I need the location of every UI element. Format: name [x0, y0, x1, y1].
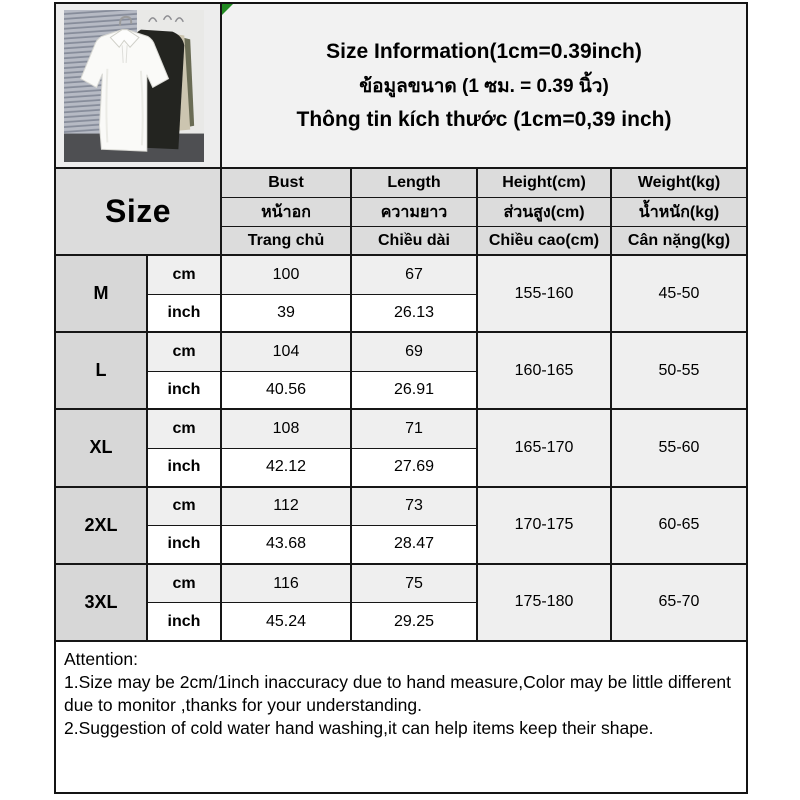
header-height-th: ส่วนสูง(cm) [478, 198, 612, 227]
size-chart-sheet [54, 2, 748, 794]
attention-heading: Attention: [64, 648, 138, 669]
unit-inch-l: inch [148, 372, 222, 411]
bust-cm-2xl: 112 [222, 488, 352, 527]
header-weight-th: น้ำหนัก(kg) [612, 198, 746, 227]
size-label-l: L [56, 333, 148, 410]
length-cm-l: 69 [352, 333, 478, 372]
unit-inch-m: inch [148, 295, 222, 334]
header-bust-vi: Trang chủ [222, 227, 352, 256]
height-range-xl: 165-170 [478, 410, 612, 487]
attention-note-2: 2.Suggestion of cold water hand washing,it can help items keep their shape. [64, 717, 654, 738]
unit-inch-xl: inch [148, 449, 222, 488]
unit-inch-3xl: inch [148, 603, 222, 642]
length-cm-2xl: 73 [352, 488, 478, 527]
bust-inch-2xl: 43.68 [222, 526, 352, 565]
bust-inch-l: 40.56 [222, 372, 352, 411]
header-height-vi: Chiều cao(cm) [478, 227, 612, 256]
height-range-l: 160-165 [478, 333, 612, 410]
product-photo [64, 10, 204, 162]
weight-range-xl: 55-60 [612, 410, 746, 487]
header-length-vi: Chiều dài [352, 227, 478, 256]
unit-cm-3xl: cm [148, 565, 222, 604]
length-inch-l: 26.91 [352, 372, 478, 411]
header-bust-en: Bust [222, 169, 352, 198]
size-label-xl: XL [56, 410, 148, 487]
attention-note-1: 1.Size may be 2cm/1inch inaccuracy due to hand measure,Color may be little different due to monitor ,thanks for your understanding. [64, 671, 731, 715]
bust-cm-l: 104 [222, 333, 352, 372]
size-label-2xl: 2XL [56, 488, 148, 565]
bust-cm-3xl: 116 [222, 565, 352, 604]
unit-cm-xl: cm [148, 410, 222, 449]
header-height-en: Height(cm) [478, 169, 612, 198]
header-weight-en: Weight(kg) [612, 169, 746, 198]
size-column-title: Size [56, 169, 222, 256]
size-label-m: M [56, 256, 148, 333]
unit-cm-m: cm [148, 256, 222, 295]
bust-cm-xl: 108 [222, 410, 352, 449]
title-thai: ข้อมูลขนาด (1 ซม. = 0.39 นิ้ว) [359, 75, 609, 97]
product-photo-cell [56, 4, 222, 169]
length-cm-3xl: 75 [352, 565, 478, 604]
length-cm-xl: 71 [352, 410, 478, 449]
length-inch-3xl: 29.25 [352, 603, 478, 642]
size-label-3xl: 3XL [56, 565, 148, 642]
header-length-th: ความยาว [352, 198, 478, 227]
weight-range-m: 45-50 [612, 256, 746, 333]
title-cell [222, 4, 746, 169]
length-inch-2xl: 28.47 [352, 526, 478, 565]
weight-range-3xl: 65-70 [612, 565, 746, 642]
header-length-en: Length [352, 169, 478, 198]
bust-inch-m: 39 [222, 295, 352, 334]
weight-range-l: 50-55 [612, 333, 746, 410]
header-weight-vi: Cân nặng(kg) [612, 227, 746, 256]
height-range-3xl: 175-180 [478, 565, 612, 642]
green-corner-marker [222, 4, 233, 15]
size-table [56, 4, 746, 792]
length-inch-xl: 27.69 [352, 449, 478, 488]
attention-section [56, 642, 746, 792]
height-range-m: 155-160 [478, 256, 612, 333]
length-cm-m: 67 [352, 256, 478, 295]
bust-cm-m: 100 [222, 256, 352, 295]
length-inch-m: 26.13 [352, 295, 478, 334]
unit-cm-2xl: cm [148, 488, 222, 527]
weight-range-2xl: 60-65 [612, 488, 746, 565]
bust-inch-xl: 42.12 [222, 449, 352, 488]
title-vietnamese: Thông tin kích thước (1cm=0,39 inch) [296, 107, 672, 131]
height-range-2xl: 170-175 [478, 488, 612, 565]
unit-cm-l: cm [148, 333, 222, 372]
unit-inch-2xl: inch [148, 526, 222, 565]
bust-inch-3xl: 45.24 [222, 603, 352, 642]
title-english: Size Information(1cm=0.39inch) [326, 39, 642, 63]
header-bust-th: หน้าอก [222, 198, 352, 227]
